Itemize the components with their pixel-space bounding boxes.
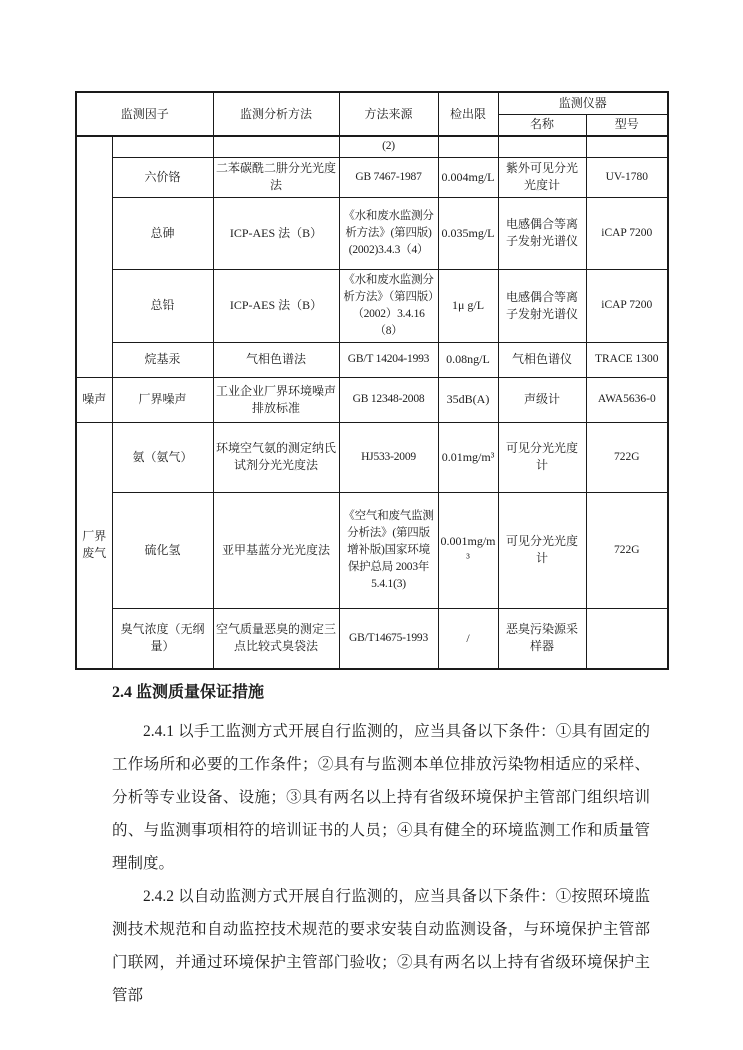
table-row <box>76 157 668 197</box>
cell-group: 厂界废气 <box>76 422 112 669</box>
table-row <box>76 342 668 377</box>
cell-instrument-model <box>586 608 668 669</box>
cell-factor: 厂界噪声 <box>112 377 213 422</box>
cell-instrument-model: AWA5636-0 <box>586 377 668 422</box>
cell-group <box>76 136 112 377</box>
header-instrument-name: 名称 <box>498 114 586 136</box>
table-row <box>76 269 668 342</box>
table-row <box>76 197 668 269</box>
cell-factor: 烷基汞 <box>112 342 213 377</box>
header-factor: 监测因子 <box>76 92 213 136</box>
cell-instrument-name: 可见分光光度计 <box>498 422 586 492</box>
cell-limit: 0.01mg/m³ <box>438 422 498 492</box>
cell-source: HJ533-2009 <box>339 422 438 492</box>
cell-method <box>213 136 339 157</box>
header-method: 监测分析方法 <box>213 92 339 136</box>
cell-method: 二苯碳酰二肼分光光度法 <box>213 157 339 197</box>
cell-limit: 1μ g/L <box>438 269 498 342</box>
cell-instrument-model: 722G <box>586 422 668 492</box>
cell-factor: 总铅 <box>112 269 213 342</box>
cell-factor: 总砷 <box>112 197 213 269</box>
cell-source: GB/T14675-1993 <box>339 608 438 669</box>
cell-factor <box>112 136 213 157</box>
cell-method: ICP-AES 法（B） <box>213 197 339 269</box>
cell-factor: 臭气浓度（无纲量） <box>112 608 213 669</box>
cell-instrument-model: TRACE 1300 <box>586 342 668 377</box>
paragraph-2-4-2: 2.4.2 以自动监测方式开展自行监测的，应当具备以下条件：①按照环境监测技术规范和自动监控技术规范的要求安装自动监测设备，与环境保护主管部门联网，并通过环境保护主管部门验收；②具有两名以上持有省级环境保护主管部 <box>112 888 650 1004</box>
cell-limit: 35dB(A) <box>438 377 498 422</box>
cell-source: (2) <box>339 136 438 157</box>
section-2-4 <box>112 683 650 1012</box>
cell-instrument-name: 紫外可见分光光度计 <box>498 157 586 197</box>
cell-limit: 0.08ng/L <box>438 342 498 377</box>
cell-group: 噪声 <box>76 377 112 422</box>
cell-method: 工业企业厂界环境噪声排放标准 <box>213 377 339 422</box>
cell-instrument-name: 电感偶合等离子发射光谱仪 <box>498 197 586 269</box>
section-heading: 2.4 监测质量保证措施 <box>112 684 265 701</box>
cell-instrument-model: 722G <box>586 492 668 608</box>
table-header-row-1 <box>76 92 668 114</box>
cell-limit: 0.001mg/m³ <box>438 492 498 608</box>
cell-instrument-name: 声级计 <box>498 377 586 422</box>
header-limit: 检出限 <box>438 92 498 136</box>
cell-instrument-name <box>498 136 586 157</box>
cell-factor: 六价铬 <box>112 157 213 197</box>
cell-limit: 0.035mg/L <box>438 197 498 269</box>
cell-factor: 硫化氢 <box>112 492 213 608</box>
cell-source: 《水和废水监测分析方法》(第四版)(2002)3.4.3（4） <box>339 197 438 269</box>
cell-method: 气相色谱法 <box>213 342 339 377</box>
table-row <box>76 136 668 157</box>
cell-instrument-model: iCAP 7200 <box>586 269 668 342</box>
cell-instrument-model <box>586 136 668 157</box>
table-row <box>76 608 668 669</box>
table-row <box>76 377 668 422</box>
table-row <box>76 422 668 492</box>
cell-instrument-name: 气相色谱仪 <box>498 342 586 377</box>
cell-source: GB 12348-2008 <box>339 377 438 422</box>
header-instrument-model: 型号 <box>586 114 668 136</box>
cell-limit <box>438 136 498 157</box>
cell-instrument-model: UV-1780 <box>586 157 668 197</box>
cell-source: GB 7467-1987 <box>339 157 438 197</box>
cell-method: ICP-AES 法（B） <box>213 269 339 342</box>
header-instrument: 监测仪器 <box>498 92 668 114</box>
cell-source: 《空气和废气监测分析法》(第四版增补版)国家环境保护总局 2003年5.4.1(3) <box>339 492 438 608</box>
cell-method: 亚甲基蓝分光光度法 <box>213 492 339 608</box>
cell-method: 空气质量恶臭的测定三点比较式臭袋法 <box>213 608 339 669</box>
cell-instrument-name: 恶臭污染源采样器 <box>498 608 586 669</box>
cell-factor: 氨（氨气） <box>112 422 213 492</box>
cell-instrument-model: iCAP 7200 <box>586 197 668 269</box>
header-source: 方法来源 <box>339 92 438 136</box>
cell-source: GB/T 14204-1993 <box>339 342 438 377</box>
cell-instrument-name: 电感偶合等离子发射光谱仪 <box>498 269 586 342</box>
cell-method: 环境空气氨的测定纳氏试剂分光光度法 <box>213 422 339 492</box>
cell-limit: 0.004mg/L <box>438 157 498 197</box>
monitoring-table <box>75 91 669 670</box>
paragraph-2-4-1: 2.4.1 以手工监测方式开展自行监测的，应当具备以下条件：①具有固定的工作场所和必要的工作条件；②具有与监测本单位排放污染物相适应的采样、分析等专业设备、设施；③具有两名以上持有省级环境保护主管部门组织培训的、与监测事项相符的培训证书的人员；④具有健全的环境监测工作和质量管理制度。 <box>112 723 650 872</box>
cell-source: 《水和废水监测分析方法》（第四版）（2002）3.4.16（8） <box>339 269 438 342</box>
table-row <box>76 492 668 608</box>
cell-instrument-name: 可见分光光度计 <box>498 492 586 608</box>
cell-limit: / <box>438 608 498 669</box>
